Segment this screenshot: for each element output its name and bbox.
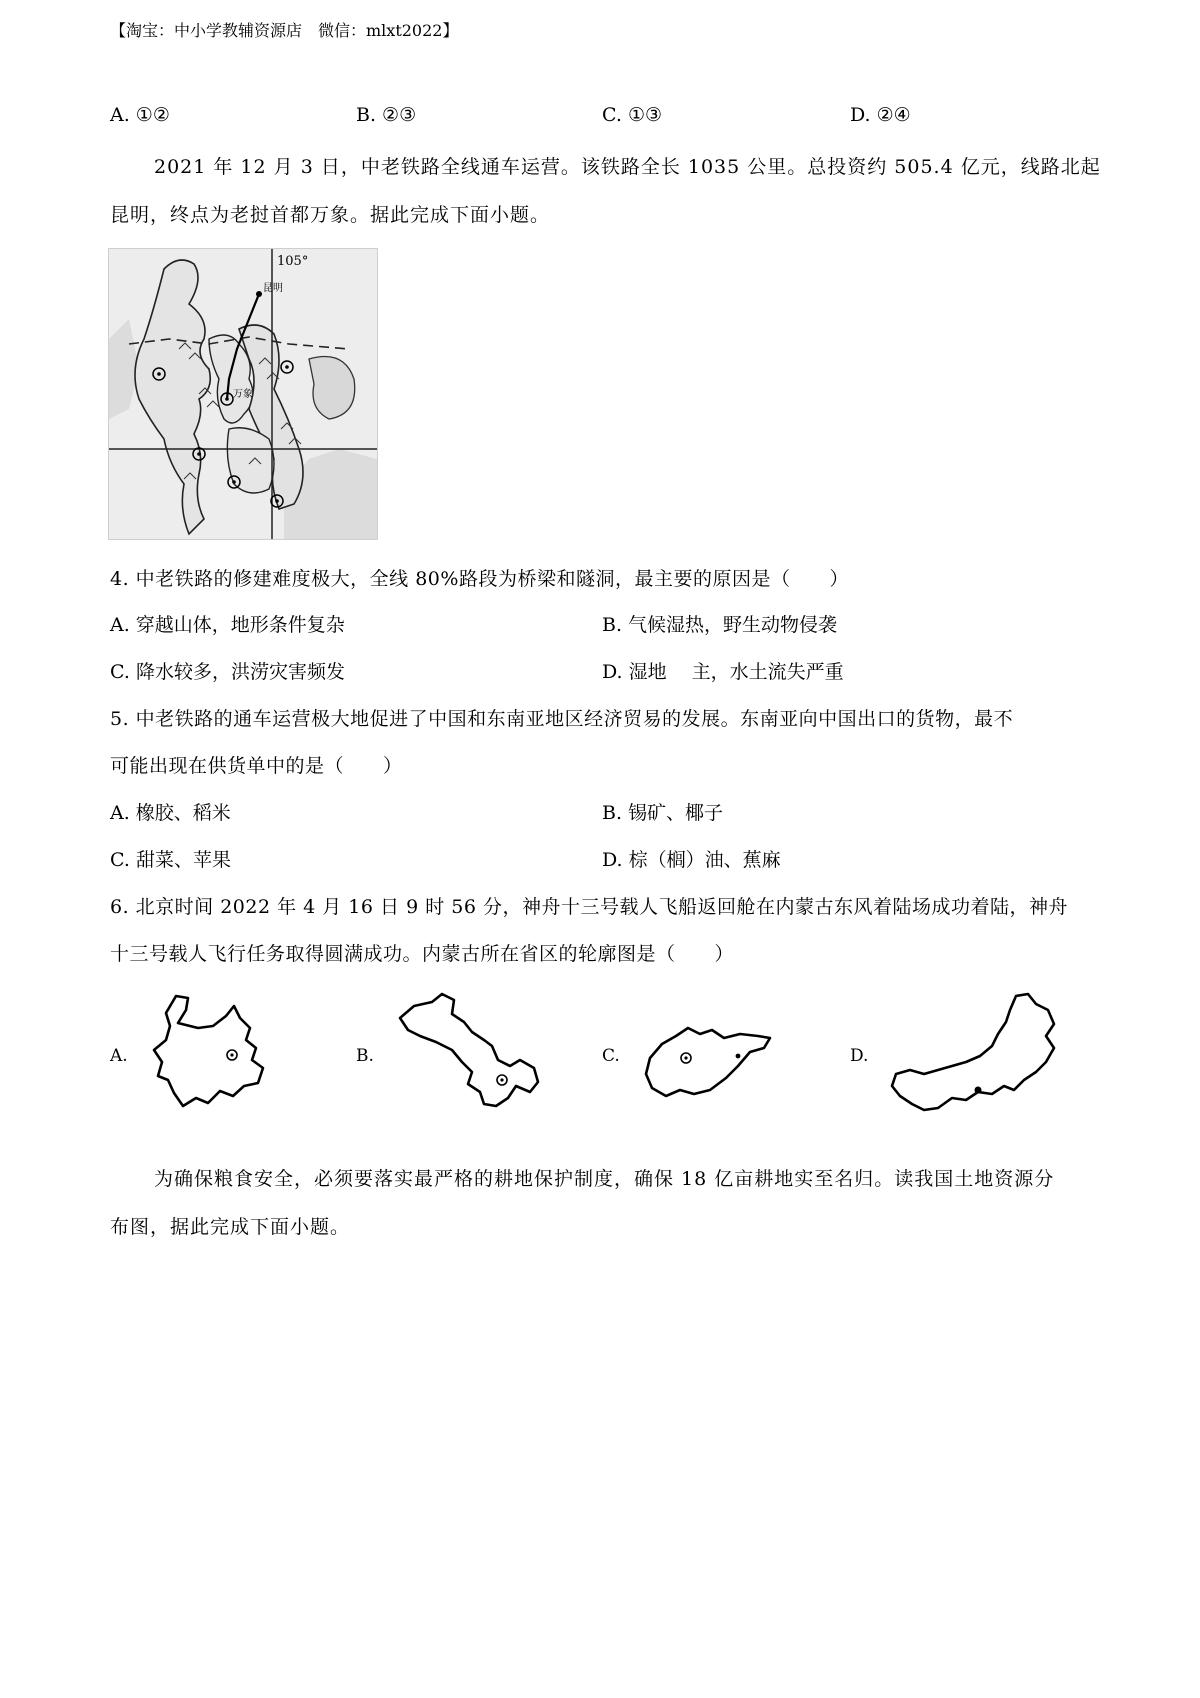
q6-stem-line-2: 十三号载人飞行任务取得圆满成功。内蒙古所在省区的轮廓图是（ ） [110,943,735,965]
q4-option-a[interactable]: A. 穿越山体，地形条件复杂 [110,614,345,636]
intro-line-2: 昆明，终点为老挝首都万象。据此完成下面小题。 [110,204,551,226]
map-city-kunming: 昆明 [263,283,283,294]
q5-option-b[interactable]: B. 锡矿、椰子 [602,802,724,824]
q5-option-d[interactable]: D. 棕（榈）油、蕉麻 [602,849,781,871]
q4-stem: 4. 中老铁路的修建难度极大，全线 80%路段为桥梁和隧洞，最主要的原因是（ ） [110,568,849,590]
q6-option-c-label[interactable]: C. [602,1046,620,1066]
map-city-vientiane: 万象 [233,389,253,400]
q6-option-d-label[interactable]: D. [850,1046,869,1066]
outro-line-2: 布图，据此完成下面小题。 [110,1216,351,1238]
shandong-outline-icon[interactable] [640,1010,780,1110]
prev-option-c[interactable]: C. ①③ [602,104,663,126]
map-longitude-label: 105° [277,254,309,269]
q4-option-d[interactable]: D. 湿地 主，水土流失严重 [602,661,844,683]
yunnan-outline-icon[interactable] [148,988,288,1113]
q4-option-b[interactable]: B. 气候湿热，野生动物侵袭 [602,614,838,636]
q5-stem-line-2: 可能出现在供货单中的是（ ） [110,755,403,777]
inner-mongolia-outline-icon[interactable] [886,990,1066,1125]
intro-line-1: 2021 年 12 月 3 日，中老铁路全线通车运营。该铁路全长 1035 公里。总投资约 505.4 亿元，线路北起 [154,156,1101,178]
prev-option-a[interactable]: A. ①② [110,104,170,126]
outro-line-1: 为确保粮食安全，必须要落实最严格的耕地保护制度，确保 18 亿亩耕地实至名归。读我国土地资源分 [154,1168,1055,1190]
q5-option-c[interactable]: C. 甜菜、苹果 [110,849,231,871]
q6-option-a-label[interactable]: A. [110,1046,128,1066]
prev-option-b[interactable]: B. ②③ [356,104,417,126]
prev-option-d[interactable]: D. ②④ [850,104,911,126]
gansu-outline-icon[interactable] [392,988,552,1113]
page-header: 【淘宝：中小学教辅资源店 微信：mlxt2022】 [110,21,459,40]
q6-option-b-label[interactable]: B. [356,1046,374,1066]
q6-stem-line-1: 6. 北京时间 2022 年 4 月 16 日 9 时 56 分，神舟十三号载人飞船返回舱在内蒙古东风着陆场成功着陆，神舟 [110,896,1068,918]
q5-option-a[interactable]: A. 橡胶、稻米 [110,802,231,824]
q4-option-c[interactable]: C. 降水较多，洪涝灾害频发 [110,661,345,683]
q5-stem-line-1: 5. 中老铁路的通车运营极大地促进了中国和东南亚地区经济贸易的发展。东南亚向中国出口的货物，最不 [110,708,1014,730]
southeast-asia-map-icon [108,248,378,540]
